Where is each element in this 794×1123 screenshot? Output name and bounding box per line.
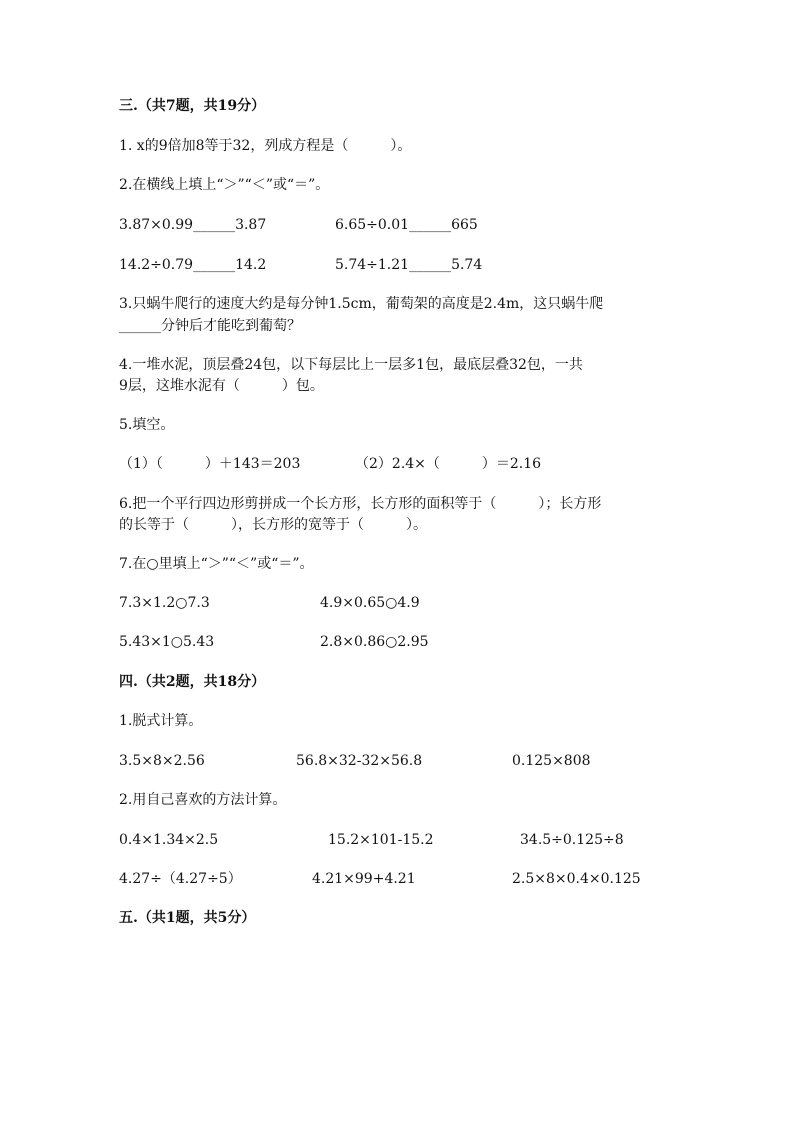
question-3-1: 1. x的9倍加8等于32，列成方程是（ ）。 — [119, 138, 412, 154]
section-4-heading: 四.（共2题，共18分） — [119, 674, 266, 690]
question-3-4-line1: 4.一堆水泥，顶层叠24包，以下每层比上一层多1包，最底层叠32包，一共 — [119, 357, 583, 373]
question-3-7: 7.在○里填上“＞”“＜”或“＝”。 — [119, 556, 314, 572]
calc-item: 15.2×101-15.2 — [328, 832, 434, 848]
fill-item: （1）（ ）＋143＝203 — [119, 456, 301, 472]
calc-item: 56.8×32-32×56.8 — [296, 753, 423, 769]
compare-item: 3.87×0.99______3.87 — [119, 217, 267, 233]
compare-item: 5.74÷1.21______5.74 — [335, 257, 483, 273]
question-3-4-line2: 9层，这堆水泥有（ ）包。 — [119, 378, 324, 394]
section-5-heading: 五.（共1题，共5分） — [119, 910, 256, 926]
circle-compare-item: 4.9×0.65○4.9 — [320, 595, 420, 611]
calc-item: 2.5×8×0.4×0.125 — [512, 871, 641, 887]
question-3-2: 2.在横线上填上“＞”“＜”或“＝”。 — [119, 177, 330, 193]
question-3-3-line1: 3.只蜗牛爬行的速度大约是每分钟1.5cm，葡萄架的高度是2.4m，这只蜗牛爬 — [119, 296, 604, 312]
question-3-3-line2: ______分钟后才能吃到葡萄？ — [119, 318, 301, 334]
compare-item: 6.65÷0.01______665 — [335, 217, 478, 233]
circle-compare-item: 7.3×1.2○7.3 — [119, 595, 210, 611]
question-3-6-line2: 的长等于（ ），长方形的宽等于（ ）。 — [119, 517, 427, 533]
calc-item: 4.27÷（4.27÷5） — [119, 871, 242, 887]
question-3-6-line1: 6.把一个平行四边形剪拼成一个长方形，长方形的面积等于（ ）；长方形 — [119, 496, 602, 512]
compare-item: 14.2÷0.79______14.2 — [119, 257, 267, 273]
calc-item: 0.125×808 — [512, 753, 591, 769]
question-3-5: 5.填空。 — [119, 417, 175, 433]
section-3-heading: 三.（共7题，共19分） — [119, 98, 266, 114]
circle-compare-item: 2.8×0.86○2.95 — [320, 634, 429, 650]
calc-item: 0.4×1.34×2.5 — [119, 832, 219, 848]
fill-item: （2）2.4×（ ）＝2.16 — [355, 456, 542, 472]
calc-item: 3.5×8×2.56 — [119, 753, 205, 769]
question-4-2: 2.用自己喜欢的方法计算。 — [119, 792, 287, 808]
calc-item: 34.5÷0.125÷8 — [520, 832, 624, 848]
calc-item: 4.21×99+4.21 — [312, 871, 416, 887]
question-4-1: 1.脱式计算。 — [119, 713, 203, 729]
circle-compare-item: 5.43×1○5.43 — [119, 634, 215, 650]
